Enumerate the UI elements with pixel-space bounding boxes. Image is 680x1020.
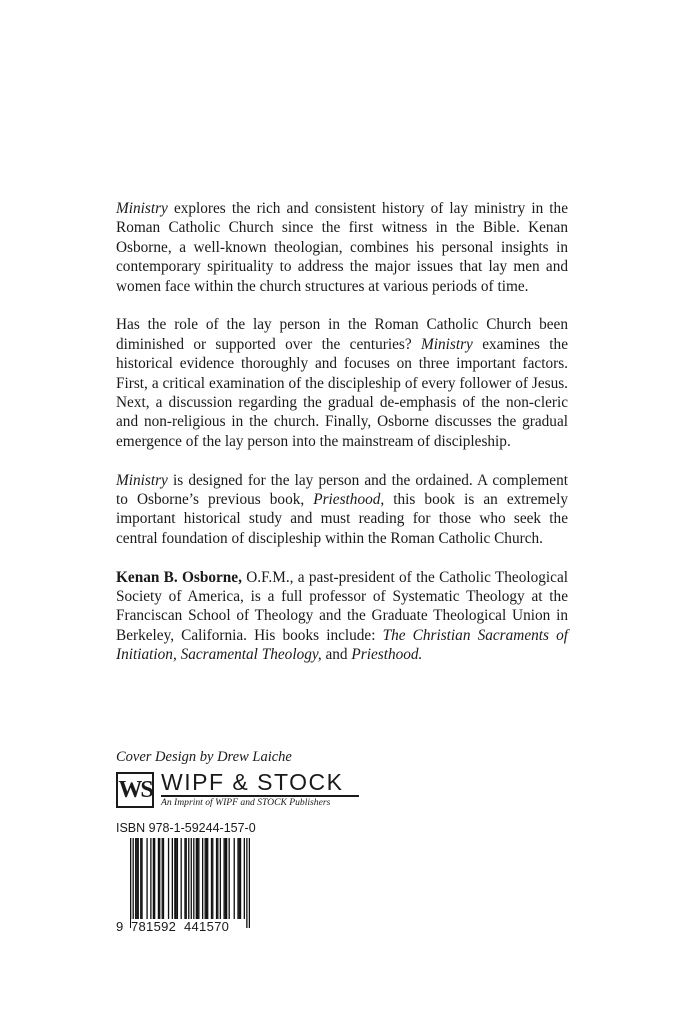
barcode-bar xyxy=(206,838,207,919)
author-name: Kenan B. Osborne, xyxy=(116,568,242,586)
author-bio: Kenan B. Osborne, O.F.M., a past-president of the Catholic Theological Society of America, is a full professor of Systematic Theology at the Franciscan School of Theology and the Graduate Theological Union in Berkeley, California. His books include: The Christian Sacraments of Initiation, Sacramental Theology, and Priesthood. xyxy=(116,568,568,664)
publisher-name: WIPF & STOCK xyxy=(161,769,344,795)
barcode-bar xyxy=(150,838,151,919)
previous-book-title: Priesthood, xyxy=(313,491,385,509)
barcode-bar xyxy=(196,838,197,919)
barcode-bar xyxy=(239,838,240,919)
barcode-bar xyxy=(162,838,163,919)
barcode-bar xyxy=(211,838,212,919)
barcode-bar xyxy=(136,838,137,919)
book-list: Priesthood. xyxy=(351,646,423,664)
barcode-bar xyxy=(229,838,230,919)
barcode-bar xyxy=(226,838,227,919)
barcode-bar xyxy=(154,838,155,919)
barcode-bar xyxy=(193,838,194,919)
barcode-bar xyxy=(138,838,139,919)
isbn-label: ISBN 978-1-59244-157-0 xyxy=(116,821,256,835)
cover-design-credit: Cover Design by Drew Laiche xyxy=(116,749,292,765)
barcode-bar xyxy=(197,838,198,919)
barcode-bar xyxy=(159,838,160,919)
barcode-bar xyxy=(168,838,169,919)
back-cover-blurb xyxy=(116,199,568,684)
barcode-bar xyxy=(135,838,136,919)
barcode-bar xyxy=(133,838,134,928)
barcode-bar xyxy=(225,838,226,919)
barcode-bar xyxy=(220,838,221,919)
barcode-bar xyxy=(186,838,187,919)
barcode-bar xyxy=(212,838,213,919)
barcode-bar xyxy=(163,838,164,919)
barcode-digit-first: 9 xyxy=(116,919,124,934)
barcode-bar xyxy=(184,838,185,919)
barcode-bar xyxy=(188,838,189,928)
barcode-digits-left: 781592 xyxy=(131,919,181,935)
publisher-logo xyxy=(116,769,376,810)
barcode-bar xyxy=(172,838,173,919)
barcode-bar xyxy=(249,838,250,928)
barcode-bar xyxy=(246,838,247,928)
barcode-bar xyxy=(130,838,131,928)
barcode-bar xyxy=(181,838,182,919)
blurb-paragraph-3: Ministry is designed for the lay person and the ordained. A complement to Osborne’s previous book, Priesthood, this book is an extremely important historical study and must reading for those who seek the central foundation of discipleship within the Roman Catholic Church. xyxy=(116,471,568,547)
barcode-bar xyxy=(205,838,206,919)
barcode-bar xyxy=(216,838,217,919)
book-title: Ministry xyxy=(116,471,168,489)
blurb-paragraph-2: Has the role of the lay person in the Roman Catholic Church been diminished or supported over the centuries? Ministry examines the historical evidence thoroughly and focuses on three important factors. First, a critical examination of the discipleship of every follower of Jesus. Next, a discussion regarding the gradual de-emphasis of the non-cleric and non-religious in the church. Finally, Osborne discusses the gradual emergence of the lay person into the mainstream of discipleship. xyxy=(116,316,568,450)
barcode-bar xyxy=(191,838,192,928)
book-title: Ministry xyxy=(116,200,168,217)
barcode-bar xyxy=(217,838,218,919)
barcode-bar xyxy=(140,838,141,919)
barcode-bar xyxy=(223,838,224,919)
barcode-bar xyxy=(240,838,241,919)
book-list: The Christian Sacraments of Initiation, Sacramental Theology, xyxy=(116,626,568,664)
barcode-bar xyxy=(202,838,203,919)
barcode-bar xyxy=(153,838,154,919)
barcode-bar xyxy=(198,838,199,919)
barcode-bar xyxy=(146,838,147,919)
barcode-bar xyxy=(177,838,178,919)
publisher-subtitle: An Imprint of WIPF and STOCK Publishers xyxy=(161,797,331,808)
barcode-bar xyxy=(175,838,176,919)
ws-logo-mark: WS xyxy=(116,772,154,808)
barcode-bar xyxy=(141,838,142,919)
barcode-bar xyxy=(158,838,159,919)
barcode-bar xyxy=(174,838,175,919)
barcode-bar xyxy=(244,838,245,919)
barcode-bar xyxy=(234,838,235,919)
barcode-digits-right: 441570 xyxy=(184,919,246,935)
blurb-paragraph-1: Ministry explores the rich and consistent history of lay ministry in the Roman Catholic Church since the first witness in the Bible. Kenan Osborne, a well-known theologian, combines his personal insights in contemporary spirituality to address the major issues that lay men and women face within the church structures at various periods of time. xyxy=(116,200,568,295)
barcode-bar xyxy=(207,838,208,919)
book-title: Ministry xyxy=(421,335,473,353)
barcode-bar xyxy=(237,838,238,919)
